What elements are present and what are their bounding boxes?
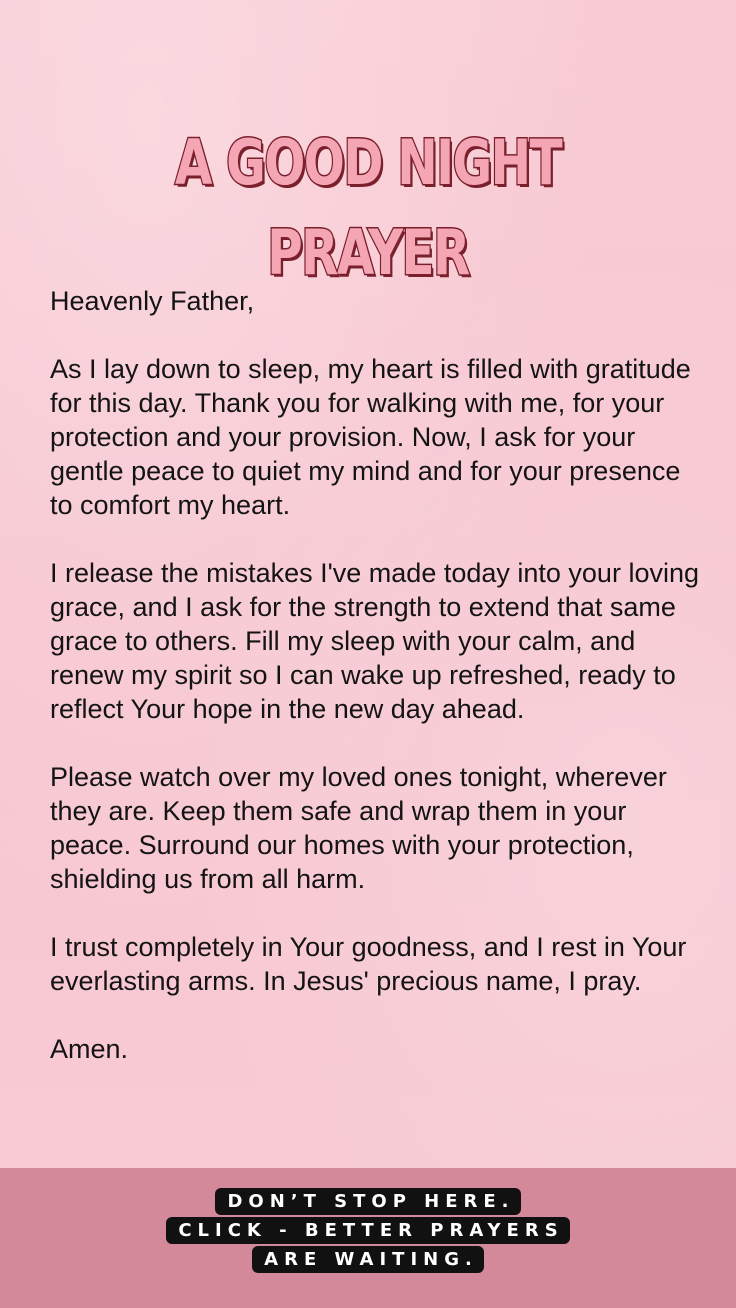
prayer-paragraph: Please watch over my loved ones tonight, wherever they are. Keep them safe and wrap them in your peace. Surround our homes with your protection, shielding us from all harm. <box>50 762 667 894</box>
prayer-paragraph: I release the mistakes I've made today into your loving grace, and I ask for the strength to extend that same grace to others. Fill my sleep with your calm, and renew my spirit so I can wake up refreshed, ready to reflect Your hope in the new day ahead. <box>50 558 699 724</box>
prayer-closing: Amen. <box>50 1034 129 1064</box>
page-title: A GOOD NIGHT PRAYER <box>174 126 562 289</box>
cta-line[interactable] <box>0 1187 736 1216</box>
cta-line-text[interactable]: CLICK - BETTER PRAYERS <box>166 1217 569 1244</box>
cta-line[interactable] <box>0 1245 736 1274</box>
cta-line-text[interactable]: ARE WAITING. <box>252 1246 484 1273</box>
prayer-paragraph: As I lay down to sleep, my heart is filled with gratitude for this day. Thank you for walking with me, for your protection and your provision. Now, I ask for your gentle peace to quiet my mind and for your presence to comfort my heart. <box>50 354 691 520</box>
cta-link[interactable] <box>0 1187 736 1274</box>
prayer-paragraph: I trust completely in Your goodness, and I rest in Your everlasting arms. In Jesus' precious name, I pray. <box>50 932 687 996</box>
cta-line-text[interactable]: DON’T STOP HERE. <box>215 1188 520 1215</box>
prayer-body <box>50 284 700 1100</box>
cta-line[interactable] <box>0 1216 736 1245</box>
prayer-greeting: Heavenly Father, <box>50 286 255 316</box>
